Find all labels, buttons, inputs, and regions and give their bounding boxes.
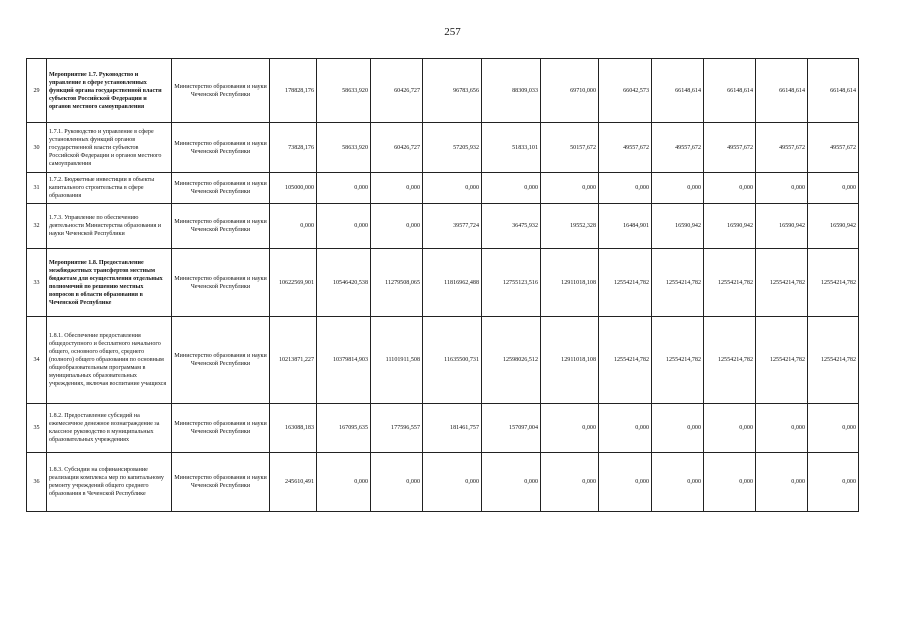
amount-cell: 50157,672: [541, 123, 599, 173]
row-number: 31: [27, 173, 47, 204]
amount-cell: 0,000: [482, 453, 541, 512]
amount-cell: 12554214,782: [704, 249, 756, 317]
amount-cell: 0,000: [704, 173, 756, 204]
amount-cell: 16590,942: [652, 204, 704, 249]
table-row: [27, 173, 859, 204]
amount-cell: 36475,932: [482, 204, 541, 249]
activity-name: Мероприятие 1.8. Предоставление межбюджетных трансфертов местным бюджетам для осуществления отдельных полномочий по решению местных вопросов в области образования в Чеченской Республике: [47, 249, 172, 317]
amount-cell: 0,000: [270, 204, 317, 249]
row-number: 32: [27, 204, 47, 249]
amount-cell: 0,000: [423, 453, 482, 512]
executor: Министерство образования и науки Чеченской Республики: [172, 404, 270, 453]
amount-cell: 0,000: [704, 404, 756, 453]
amount-cell: 66148,614: [808, 59, 859, 123]
amount-cell: 12554214,782: [808, 249, 859, 317]
amount-cell: 12554214,782: [599, 249, 652, 317]
amount-cell: 0,000: [317, 173, 371, 204]
amount-cell: 12554214,782: [756, 317, 808, 404]
table-row: [27, 404, 859, 453]
amount-cell: 66148,614: [756, 59, 808, 123]
amount-cell: 105000,000: [270, 173, 317, 204]
amount-cell: 12554214,782: [756, 249, 808, 317]
amount-cell: 12554214,782: [704, 317, 756, 404]
page-number: 257: [444, 26, 461, 38]
amount-cell: 0,000: [371, 204, 423, 249]
row-number: 30: [27, 123, 47, 173]
amount-cell: 57205,932: [423, 123, 482, 173]
table-row: [27, 123, 859, 173]
amount-cell: 12554214,782: [808, 317, 859, 404]
amount-cell: 60426,727: [371, 59, 423, 123]
amount-cell: 0,000: [652, 453, 704, 512]
amount-cell: 66148,614: [704, 59, 756, 123]
executor: Министерство образования и науки Чеченской Республики: [172, 204, 270, 249]
amount-cell: 0,000: [482, 173, 541, 204]
amount-cell: 0,000: [756, 173, 808, 204]
table-row: [27, 204, 859, 249]
amount-cell: 10546420,538: [317, 249, 371, 317]
amount-cell: 0,000: [808, 404, 859, 453]
amount-cell: 0,000: [808, 453, 859, 512]
amount-cell: 49557,672: [652, 123, 704, 173]
amount-cell: 12554214,782: [652, 317, 704, 404]
amount-cell: 12554214,782: [652, 249, 704, 317]
amount-cell: 0,000: [704, 453, 756, 512]
amount-cell: 0,000: [423, 173, 482, 204]
amount-cell: 0,000: [756, 453, 808, 512]
amount-cell: 245610,491: [270, 453, 317, 512]
amount-cell: 73828,176: [270, 123, 317, 173]
activity-name: 1.8.3. Субсидии на софинансирование реализации комплекса мер по капитальному ремонту учреждений общего среднего образования в Чеченской Республике: [47, 453, 172, 512]
amount-cell: 16484,901: [599, 204, 652, 249]
amount-cell: 49557,672: [599, 123, 652, 173]
amount-cell: 16590,942: [704, 204, 756, 249]
table-body: [27, 59, 859, 512]
amount-cell: 0,000: [599, 404, 652, 453]
amount-cell: 11101911,508: [371, 317, 423, 404]
amount-cell: 16590,942: [808, 204, 859, 249]
amount-cell: 0,000: [371, 453, 423, 512]
executor: Министерство образования и науки Чеченской Республики: [172, 453, 270, 512]
amount-cell: 0,000: [541, 453, 599, 512]
executor: Министерство образования и науки Чеченской Республики: [172, 173, 270, 204]
activity-name: 1.8.2. Предоставление субсидий на ежемесячное денежное вознаграждение за классное руководство в муниципальных образовательных учреждениях: [47, 404, 172, 453]
amount-cell: 178828,176: [270, 59, 317, 123]
amount-cell: 177596,557: [371, 404, 423, 453]
activity-name: 1.7.2. Бюджетные инвестиции в объекты капитального строительства в сфере образования: [47, 173, 172, 204]
amount-cell: 69710,000: [541, 59, 599, 123]
table-row: [27, 249, 859, 317]
executor: Министерство образования и науки Чеченской Республики: [172, 59, 270, 123]
activity-name: 1.8.1. Обеспечение предоставления общедоступного и бесплатного начального общего, основного общего, среднего (полного) общего образования по основным общеобразовательным программам в муниципальных образовательных учреждениях, включая воспитание учащихся: [47, 317, 172, 404]
amount-cell: 66148,614: [652, 59, 704, 123]
amount-cell: 0,000: [652, 173, 704, 204]
row-number: 35: [27, 404, 47, 453]
table-row: [27, 317, 859, 404]
amount-cell: 0,000: [317, 453, 371, 512]
amount-cell: 58633,920: [317, 123, 371, 173]
table-row: [27, 59, 859, 123]
amount-cell: 12911018,108: [541, 249, 599, 317]
row-number: 33: [27, 249, 47, 317]
budget-table: [26, 58, 859, 512]
amount-cell: 51833,101: [482, 123, 541, 173]
amount-cell: 11279508,065: [371, 249, 423, 317]
amount-cell: 88309,033: [482, 59, 541, 123]
amount-cell: 0,000: [599, 173, 652, 204]
amount-cell: 49557,672: [808, 123, 859, 173]
amount-cell: 0,000: [371, 173, 423, 204]
row-number: 36: [27, 453, 47, 512]
row-number: 29: [27, 59, 47, 123]
table-row: [27, 453, 859, 512]
amount-cell: 60426,727: [371, 123, 423, 173]
amount-cell: 12554214,782: [599, 317, 652, 404]
amount-cell: 39577,724: [423, 204, 482, 249]
amount-cell: 0,000: [317, 204, 371, 249]
amount-cell: 163088,183: [270, 404, 317, 453]
amount-cell: 10213871,227: [270, 317, 317, 404]
amount-cell: 49557,672: [704, 123, 756, 173]
amount-cell: 0,000: [652, 404, 704, 453]
amount-cell: 0,000: [756, 404, 808, 453]
activity-name: 1.7.1. Руководство и управление в сфере установленных функций органов государственной власти субъектов Российской Федерации и органов местного самоуправления: [47, 123, 172, 173]
amount-cell: 11816962,488: [423, 249, 482, 317]
amount-cell: 167095,635: [317, 404, 371, 453]
activity-name: Мероприятие 1.7. Руководство и управление в сфере установленных функций органа государственной власти субъектов Российской Федерации и органов местного самоуправления: [47, 59, 172, 123]
amount-cell: 181461,757: [423, 404, 482, 453]
amount-cell: 0,000: [808, 173, 859, 204]
amount-cell: 11635500,731: [423, 317, 482, 404]
amount-cell: 58633,920: [317, 59, 371, 123]
executor: Министерство образования и науки Чеченской Республики: [172, 249, 270, 317]
amount-cell: 157097,004: [482, 404, 541, 453]
amount-cell: 12911018,108: [541, 317, 599, 404]
activity-name: 1.7.3. Управление по обеспечению деятельности Министерства образования и науки Чеченской Республики: [47, 204, 172, 249]
amount-cell: 10379814,903: [317, 317, 371, 404]
amount-cell: 49557,672: [756, 123, 808, 173]
amount-cell: 12598026,512: [482, 317, 541, 404]
executor: Министерство образования и науки Чеченской Республики: [172, 123, 270, 173]
amount-cell: 66042,573: [599, 59, 652, 123]
amount-cell: 96783,656: [423, 59, 482, 123]
amount-cell: 0,000: [541, 404, 599, 453]
amount-cell: 0,000: [599, 453, 652, 512]
executor: Министерство образования и науки Чеченской Республики: [172, 317, 270, 404]
amount-cell: 10622569,901: [270, 249, 317, 317]
amount-cell: 0,000: [541, 173, 599, 204]
amount-cell: 16590,942: [756, 204, 808, 249]
amount-cell: 12755123,516: [482, 249, 541, 317]
amount-cell: 19552,328: [541, 204, 599, 249]
row-number: 34: [27, 317, 47, 404]
